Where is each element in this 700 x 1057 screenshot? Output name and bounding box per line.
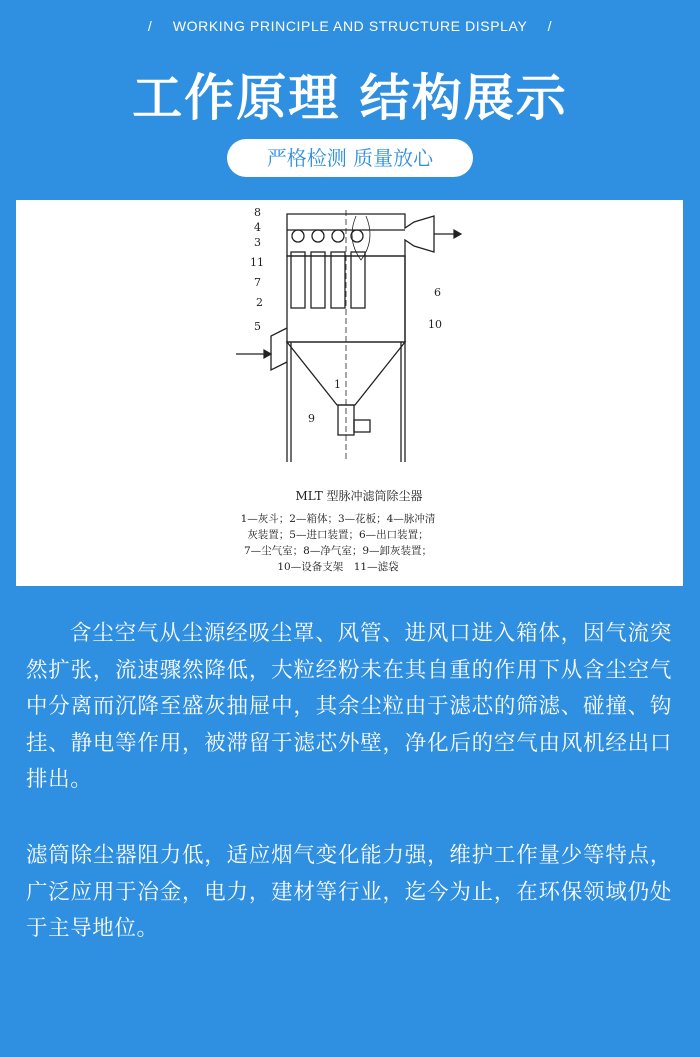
pulse-nozzle [312, 230, 324, 242]
discharge-valve [354, 420, 370, 432]
filter-cartridge [331, 252, 345, 308]
pulse-nozzle [292, 230, 304, 242]
part-label: 8 [254, 206, 261, 219]
slash-right: / [547, 18, 553, 34]
principle-paragraph: 含尘空气从尘源经吸尘罩、风管、进风口进入箱体，因气流突然扩张，流速骤然降低，大粒经粉未在其自重的作用下从含尘空气中分离而沉降至盛灰抽屉中，其余尘粒由于滤芯的筛滤、碰撞、钩挂、静电等作用，被滞留于滤芯外壁，净化后的空气由风机经出口排出。 [26, 621, 672, 792]
structure-diagram [16, 200, 683, 586]
part-label: 3 [254, 236, 261, 249]
pulse-nozzle [332, 230, 344, 242]
part-label: 4 [254, 221, 261, 234]
filter-cartridge [311, 252, 325, 308]
legend-line: 7—尘气室；8—净气室；9—卸灰装置； [243, 545, 433, 557]
advantages-paragraph: 滤筒除尘器阻力低，适应烟气变化能力强，维护工作量少等特点，广泛应用于冶金，电力，建材等行业，迄今为止，在环保领域仍处于主导地位。 [26, 843, 672, 941]
part-label: 1 [334, 378, 341, 391]
quality-badge: 严格检测 质量放心 [227, 139, 473, 177]
filter-cartridge [291, 252, 305, 308]
diagram-legend [241, 488, 436, 573]
dust-collector-drawing [16, 200, 683, 586]
part-label: 5 [254, 320, 261, 333]
page-title: 工作原理 结构展示 [132, 69, 568, 127]
part-label: 6 [434, 286, 441, 299]
slash-left: / [147, 18, 153, 34]
english-subtitle-text: WORKING PRINCIPLE AND STRUCTURE DISPLAY [172, 18, 528, 34]
filter-cartridge [351, 252, 365, 308]
part-label: 2 [256, 296, 263, 309]
clean-air-chamber [287, 214, 434, 256]
diagram-caption: MLT 型脉冲滤筒除尘器 [295, 489, 423, 503]
part-label: 7 [254, 276, 261, 289]
part-label: 11 [250, 256, 264, 269]
part-label: 10 [428, 318, 442, 331]
english-subtitle [0, 18, 700, 34]
legend-line: 灰装置；5—进口装置；6—出口装置； [247, 529, 429, 541]
inlet-device [271, 328, 287, 370]
part-label: 9 [308, 412, 315, 425]
pulse-nozzle [351, 230, 363, 242]
legend-line: 1—灰斗；2—箱体；3—花板；4—脉冲清 [240, 513, 436, 525]
legend-line: 10—设备支架 11—滤袋 [277, 561, 399, 573]
